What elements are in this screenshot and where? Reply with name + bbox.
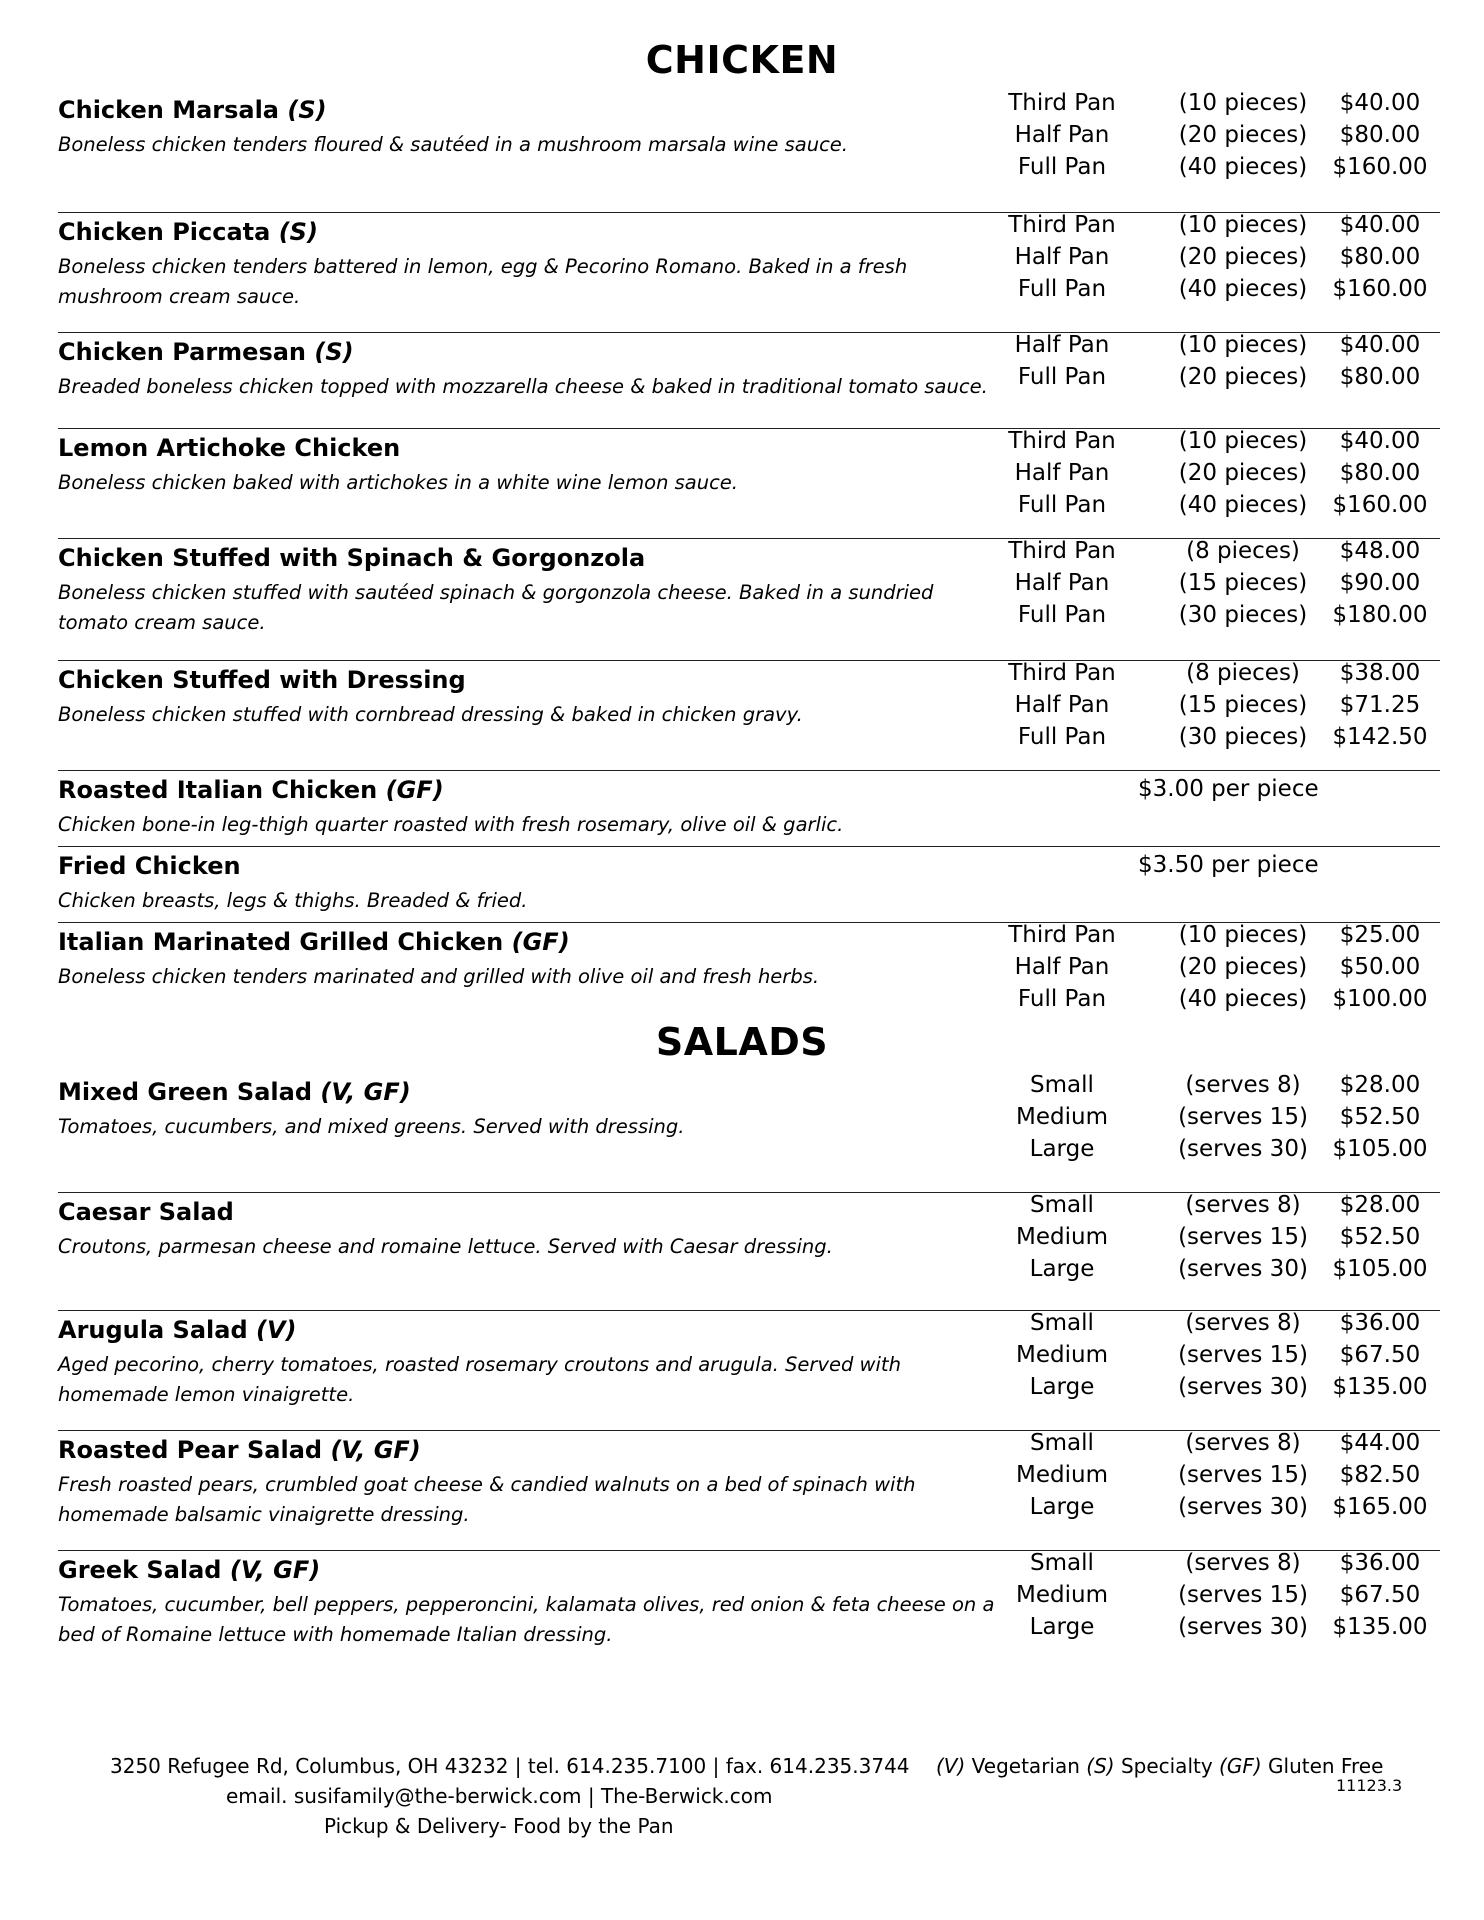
item-name: Roasted Italian Chicken (GF) xyxy=(58,776,444,804)
price-row: Half Pan (20 pieces) $80.00 xyxy=(1014,460,1421,486)
price-row: Third Pan (10 pieces) $25.00 xyxy=(1008,922,1421,948)
price-row: Small (serves 8) $44.00 xyxy=(1030,1430,1421,1456)
price-row: Large (serves 30) $105.00 xyxy=(1029,1136,1428,1162)
price-row: Medium (serves 15) $52.50 xyxy=(1016,1224,1421,1250)
menu-item xyxy=(58,212,1440,333)
item-description: Chicken bone-in leg-thigh quarter roasted with fresh rosemary, olive oil & garlic. xyxy=(58,813,844,836)
item-description: Croutons, parmesan cheese and romaine lettuce. Served with Caesar dressing. xyxy=(58,1235,833,1258)
item-description: Aged pecorino, cherry tomatoes, roasted rosemary croutons and arugula. Served with homemade lemon vinaigrette. xyxy=(58,1353,901,1406)
menu-item xyxy=(58,538,1440,661)
footer-tagline: Pickup & Delivery- Food by the Pan xyxy=(324,1814,674,1838)
menu-item xyxy=(58,922,1440,1030)
item-name: Lemon Artichoke Chicken xyxy=(58,434,401,462)
item-name: Chicken Piccata (S) xyxy=(58,218,318,246)
dietary-legend: (V) Vegetarian (S) Specialty (GF) Gluten Free xyxy=(936,1754,1384,1778)
price-row: Small (serves 8) $28.00 xyxy=(1030,1072,1421,1098)
item-description: Boneless chicken stuffed with cornbread dressing & baked in chicken gravy. xyxy=(58,703,803,726)
chicken-section-title: CHICKEN xyxy=(645,38,839,82)
price-row: Full Pan (40 pieces) $160.00 xyxy=(1017,492,1428,518)
price-row: Third Pan (10 pieces) $40.00 xyxy=(1008,428,1421,454)
price-row: Medium (serves 15) $52.50 xyxy=(1016,1104,1421,1130)
price-row: Half Pan (15 pieces) $90.00 xyxy=(1014,570,1421,596)
item-name: Greek Salad (V, GF) xyxy=(58,1556,321,1584)
item-description: Chicken breasts, legs & thighs. Breaded & fried. xyxy=(58,889,528,912)
per-piece-price: $3.50 per piece xyxy=(1138,852,1319,878)
price-row: Half Pan (20 pieces) $80.00 xyxy=(1014,122,1421,148)
item-name: Italian Marinated Grilled Chicken (GF) xyxy=(58,928,570,956)
item-name: Chicken Stuffed with Spinach & Gorgonzola xyxy=(58,544,646,572)
price-row: Large (serves 30) $105.00 xyxy=(1029,1256,1428,1282)
price-row: Full Pan (20 pieces) $80.00 xyxy=(1017,364,1421,390)
price-row: Full Pan (30 pieces) $142.50 xyxy=(1017,724,1428,750)
item-description: Boneless chicken baked with artichokes in a white wine lemon sauce. xyxy=(58,471,739,494)
item-description: Tomatoes, cucumbers, and mixed greens. Served with dressing. xyxy=(58,1115,685,1138)
price-row: Small (serves 8) $28.00 xyxy=(1030,1192,1421,1218)
item-name: Mixed Green Salad (V, GF) xyxy=(58,1078,411,1106)
menu-item xyxy=(58,1430,1440,1551)
price-row: Full Pan (40 pieces) $100.00 xyxy=(1017,986,1428,1012)
item-name: Chicken Stuffed with Dressing xyxy=(58,666,466,694)
item-name: Arugula Salad (V) xyxy=(58,1316,297,1344)
price-row: Medium (serves 15) $82.50 xyxy=(1016,1462,1421,1488)
price-row: Medium (serves 15) $67.50 xyxy=(1016,1582,1421,1608)
menu-item xyxy=(58,1072,1440,1193)
price-row: Large (serves 30) $165.00 xyxy=(1029,1494,1428,1520)
document-code: 11123.3 xyxy=(1336,1776,1403,1795)
price-row: Full Pan (40 pieces) $160.00 xyxy=(1017,154,1428,180)
price-row: Full Pan (40 pieces) $160.00 xyxy=(1017,276,1428,302)
menu-item xyxy=(58,846,1440,923)
menu-item xyxy=(58,90,1440,213)
item-description: Boneless chicken tenders marinated and grilled with olive oil and fresh herbs. xyxy=(58,965,820,988)
price-row: Third Pan (10 pieces) $40.00 xyxy=(1008,212,1421,238)
footer-email: email. susifamily@the-berwick.com | The-Berwick.com xyxy=(226,1784,773,1808)
item-description: Boneless chicken tenders floured & sautéed in a mushroom marsala wine sauce. xyxy=(58,133,848,156)
menu-item xyxy=(58,332,1440,429)
item-name: Caesar Salad xyxy=(58,1198,234,1226)
price-row: Half Pan (10 pieces) $40.00 xyxy=(1014,332,1421,358)
price-row: Large (serves 30) $135.00 xyxy=(1029,1374,1428,1400)
price-row: Small (serves 8) $36.00 xyxy=(1030,1550,1421,1576)
price-row: Third Pan (8 pieces) $48.00 xyxy=(1008,538,1421,564)
item-description: Breaded boneless chicken topped with mozzarella cheese & baked in traditional tomato sauce. xyxy=(58,375,988,398)
price-row: Full Pan (30 pieces) $180.00 xyxy=(1017,602,1428,628)
menu-item xyxy=(58,1550,1440,1660)
footer-address: 3250 Refugee Rd, Columbus, OH 43232 | tel. 614.235.7100 | fax. 614.235.3744 xyxy=(110,1754,910,1778)
price-row: Third Pan (8 pieces) $38.00 xyxy=(1008,660,1421,686)
price-row: Medium (serves 15) $67.50 xyxy=(1016,1342,1421,1368)
price-row: Half Pan (15 pieces) $71.25 xyxy=(1014,692,1421,718)
item-description: Boneless chicken tenders battered in lemon, egg & Pecorino Romano. Baked in a fresh mushroom cream sauce. xyxy=(58,255,908,308)
price-row: Third Pan (10 pieces) $40.00 xyxy=(1008,90,1421,116)
price-row: Large (serves 30) $135.00 xyxy=(1029,1614,1428,1640)
item-name: Roasted Pear Salad (V, GF) xyxy=(58,1436,421,1464)
menu-item xyxy=(58,1310,1440,1431)
menu-item xyxy=(58,1192,1440,1311)
price-row: Small (serves 8) $36.00 xyxy=(1030,1310,1421,1336)
price-row: Half Pan (20 pieces) $80.00 xyxy=(1014,244,1421,270)
menu-item xyxy=(58,428,1440,539)
item-description: Boneless chicken stuffed with sautéed spinach & gorgonzola cheese. Baked in a sundried tomato cream sauce. xyxy=(58,581,934,634)
salads-section-title: SALADS xyxy=(655,1020,829,1064)
per-piece-price: $3.00 per piece xyxy=(1138,776,1319,802)
menu-item xyxy=(58,770,1440,847)
item-name: Fried Chicken xyxy=(58,852,241,880)
price-row: Half Pan (20 pieces) $50.00 xyxy=(1014,954,1421,980)
item-description: Fresh roasted pears, crumbled goat cheese & candied walnuts on a bed of spinach with homemade balsamic vinaigrette dressing. xyxy=(58,1473,916,1526)
item-name: Chicken Marsala (S) xyxy=(58,96,327,124)
menu-item xyxy=(58,660,1440,771)
item-name: Chicken Parmesan (S) xyxy=(58,338,354,366)
item-description: Tomatoes, cucumber, bell peppers, pepperoncini, kalamata olives, red onion & feta cheese on a bed of Romaine lettuce with homemade Italian dressing. xyxy=(58,1593,995,1646)
